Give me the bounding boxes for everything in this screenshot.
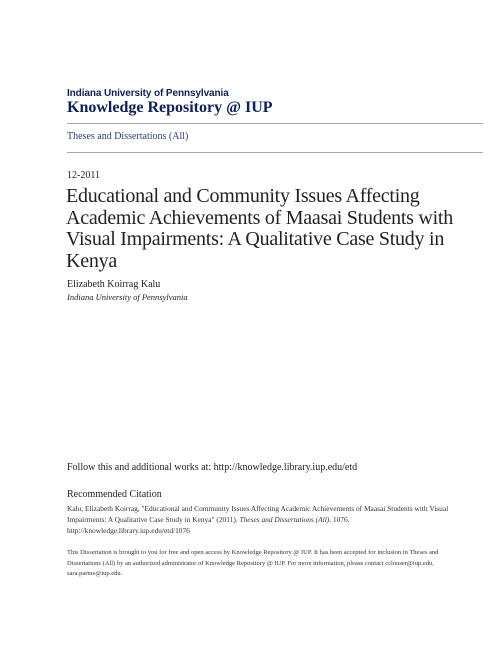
disclaimer-text xyxy=(67,548,457,580)
citation-main: Kalu, Elizabeth Koirrag, "Educational and Community Issues Affecting Academic Achievements of Maasai Students with Visual Impairments: A Qualitative Case Study in Kenya" (2011). xyxy=(67,504,449,524)
citation-heading: Recommended Citation xyxy=(67,489,162,500)
email-separator: , xyxy=(432,559,434,567)
document-title: Educational and Community Issues Affecting Academic Achievements of Maasai Students with Visual Impairments: A Qualitative Case Study in Kenya xyxy=(66,185,453,272)
series-link[interactable]: Theses and Dissertations (All) xyxy=(67,131,189,142)
institution-name: Indiana University of Pennsylvania xyxy=(67,88,229,99)
publication-date: 12-2011 xyxy=(67,170,100,181)
author-affiliation: Indiana University of Pennsylvania xyxy=(67,292,188,302)
follow-line xyxy=(67,462,357,473)
contact-email-2[interactable]: sara.parme@iup.edu xyxy=(67,570,121,577)
citation-tail: . 1076. xyxy=(329,515,350,524)
author-name: Elizabeth Koirrag Kalu xyxy=(67,279,161,290)
contact-email-1[interactable]: cclouser@iup.edu xyxy=(385,559,433,567)
citation-series: Theses and Dissertations (All) xyxy=(239,515,330,524)
citation-text xyxy=(67,503,453,536)
divider-bottom xyxy=(67,152,483,153)
citation-link[interactable]: http://knowledge.library.iup.edu/etd/1076 xyxy=(67,526,190,535)
follow-text: Follow this and additional works at: xyxy=(67,462,214,473)
repository-link[interactable]: Knowledge Repository @ IUP xyxy=(67,99,273,116)
divider-top xyxy=(67,123,483,124)
disclaimer-end: . xyxy=(120,570,123,577)
disclaimer-body: This Dissertation is brought to you for free and open access by Knowledge Repository @ IUP. It has been accepted for inclusion in Theses and Dissertations (All) by an authorized administrator of Knowledge Repository @ IUP. For more information, please contact xyxy=(67,549,439,567)
follow-link[interactable]: http://knowledge.library.iup.edu/etd xyxy=(213,462,358,473)
